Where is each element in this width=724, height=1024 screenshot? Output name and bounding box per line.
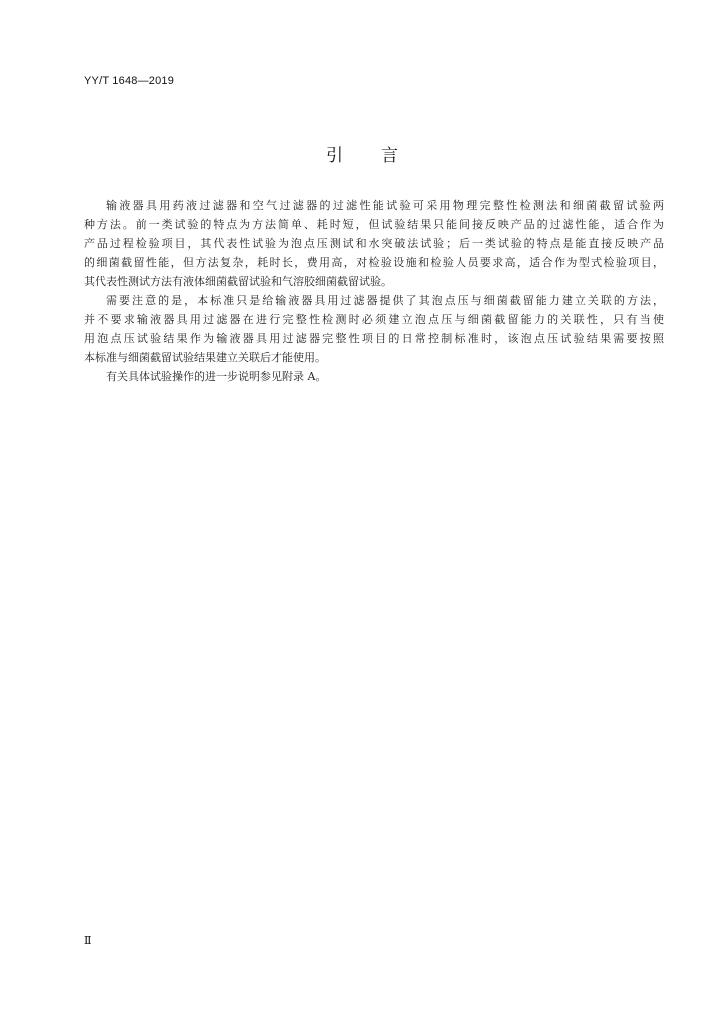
paragraph-line: 本标准与细菌截留试验结果建立关联后才能使用。 (84, 351, 326, 364)
section-title (0, 141, 724, 166)
paragraph-2 (84, 291, 664, 367)
paragraph-line: 其代表性测试方法有液体细菌截留试验和气溶胶细菌截留试验。 (84, 275, 392, 288)
paragraph-line: 用泡点压试验结果作为输液器具用过滤器完整性项目的日常控制标准时，该泡点压试验结果需要按照 (84, 332, 664, 345)
introduction-body (84, 196, 664, 386)
paragraph-line: 需要注意的是，本标准只是给输液器具用过滤器提供了其泡点压与细菌截留能力建立关联的方法， (106, 294, 664, 307)
standard-code-header: YY/T 1648—2019 (84, 75, 175, 87)
paragraph-line: 种方法。前一类试验的特点为方法简单、耗时短，但试验结果只能间接反映产品的过滤性能，适合作为 (84, 218, 664, 231)
paragraph-line: 的细菌截留性能，但方法复杂，耗时长，费用高，对检验设施和检验人员要求高，适合作为型式检验项目， (84, 256, 664, 269)
paragraph-line: 有关具体试验操作的进一步说明参见附录 A。 (106, 370, 327, 383)
paragraph-1 (84, 196, 664, 291)
paragraph-line: 输液器具用药液过滤器和空气过滤器的过滤性能试验可采用物理完整性检测法和细菌截留试验两 (106, 199, 664, 212)
paragraph-line: 并不要求输液器具用过滤器在进行完整性检测时必须建立泡点压与细菌截留能力的关联性，只有当使 (84, 313, 664, 326)
section-title-char-2: 言 (381, 146, 398, 166)
paragraph-line: 产品过程检验项目，其代表性试验为泡点压测试和水突破法试验；后一类试验的特点是能直接反映产品 (84, 237, 664, 250)
page-number: Ⅱ (84, 934, 92, 947)
paragraph-3 (84, 367, 664, 386)
section-title-char-1: 引 (326, 146, 343, 166)
